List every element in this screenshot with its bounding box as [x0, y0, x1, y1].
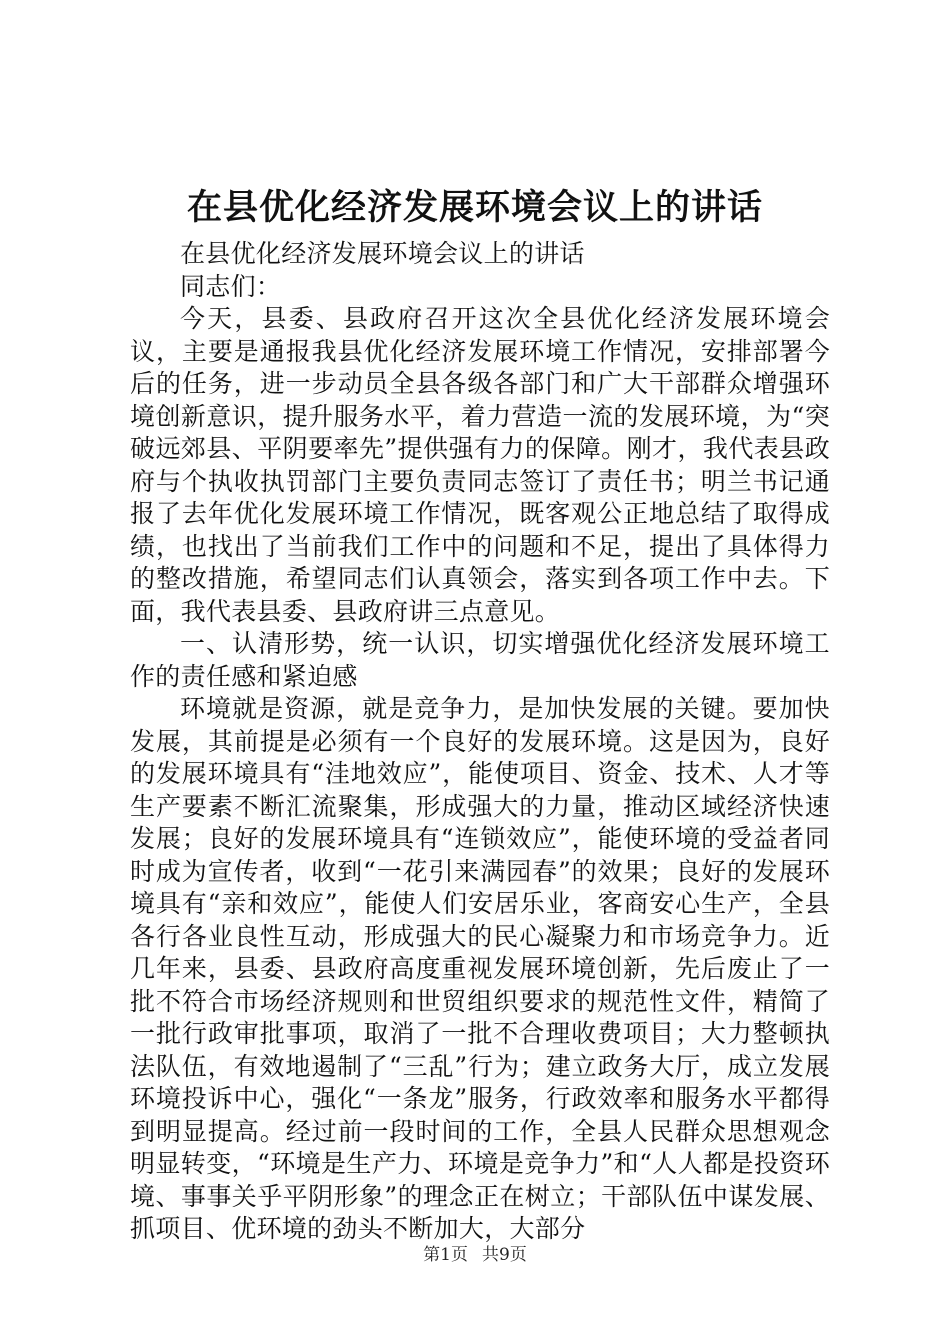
- page-number: 第1页: [423, 1245, 468, 1265]
- section-heading: 一、认清形势，统一认识，切实增强优化经济发展环境工作的责任感和紧迫感: [130, 629, 830, 691]
- body-paragraph: 今天，县委、县政府召开这次全县优化经济发展环境会议，主要是通报我县优化经济发展环境工作情况，安排部署今后的任务，进一步动员全县各级各部门和广大干部群众增强环境创新意识，提升服务水平，着力营造一流的发展环境，为“突破远郊县、平阴要率先”提供强有力的保障。刚才，我代表县政府与个执收执罚部门主要负责同志签订了责任书；明兰书记通报了去年优化发展环境工作情况，既客观公正地总结了取得成绩，也找出了当前我们工作中的问题和不足，提出了具体得力的整改措施，希望同志们认真领会，落实到各项工作中去。下面，我代表县委、县政府讲三点意见。: [130, 304, 830, 626]
- page-total: 共9页: [482, 1245, 527, 1265]
- salutation-paragraph: 同志们：: [180, 271, 282, 301]
- subtitle-paragraph: 在县优化经济发展环境会议上的讲话: [180, 239, 585, 268]
- document-body: [130, 238, 830, 1246]
- body-paragraph: 环境就是资源，就是竞争力，是加快发展的关键。要加快发展，其前提是必须有一个良好的发展环境。这是因为，良好的发展环境具有“洼地效应”，能使项目、资金、技术、人才等生产要素不断汇流聚集，形成强大的力量，推动区域经济快速发展；良好的发展环境具有“连锁效应”，能使环境的受益者同时成为宣传者，收到“一花引来满园春”的效果；良好的发展环境具有“亲和效应”，能使人们安居乐业，客商安心生产，全县各行各业良性互动，形成强大的民心凝聚力和市场竞争力。近几年来，县委、县政府高度重视发展环境创新，先后废止了一批不符合市场经济规则和世贸组织要求的规范性文件，精简了一批行政审批事项，取消了一批不合理收费项目；大力整顿执法队伍，有效地遏制了“三乱”行为；建立政务大厅，成立发展环境投诉中心，强化“一条龙”服务，行政效率和服务水平都得到明显提高。经过前一段时间的工作，全县人民群众思想观念明显转变，“环境是生产力、环境是竞争力”和“人人都是投资环境、事事关乎平阴形象”的理念正在树立；干部队伍中谋发展、抓项目、优环境的劲头不断加大，大部分: [130, 694, 830, 1243]
- document-title: 在县优化经济发展环境会议上的讲话: [186, 187, 763, 228]
- page-footer: [0, 1243, 950, 1267]
